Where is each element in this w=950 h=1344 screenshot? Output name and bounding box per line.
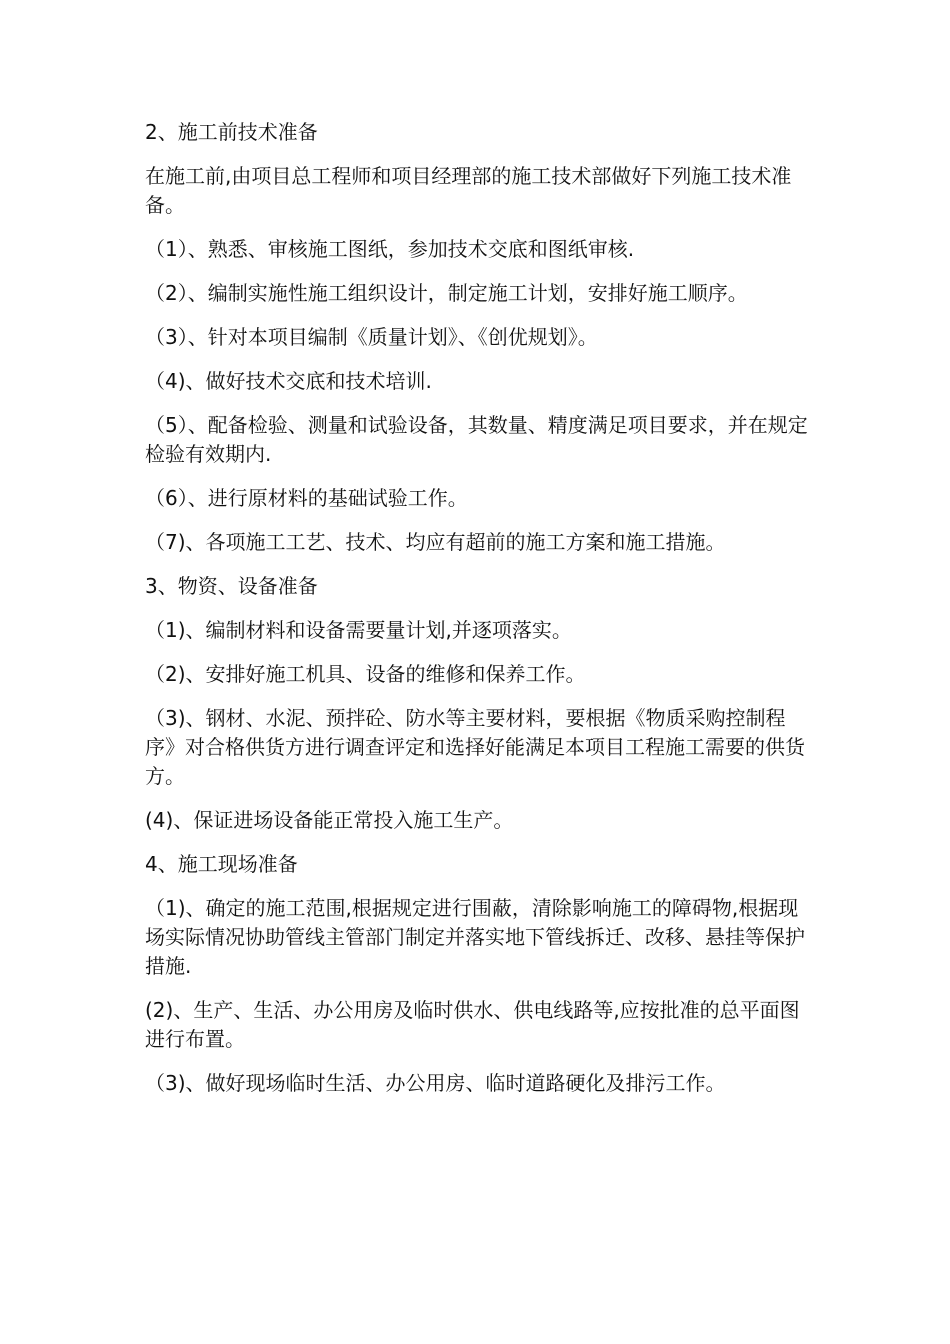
list-item: （1)、编制材料和设备需要量计划,并逐项落实。 xyxy=(145,618,572,642)
list-item: （7)、各项施工工艺、技术、均应有超前的施工方案和施工措施。 xyxy=(145,530,726,554)
list-item: (2)、生产、生活、办公用房及临时供水、供电线路等,应按批准的总平面图进行布置。 xyxy=(145,998,800,1051)
list-item: （3)、做好现场临时生活、办公用房、临时道路硬化及排污工作。 xyxy=(145,1071,726,1095)
section-heading-site-prep: 4、施工现场准备 xyxy=(145,852,298,876)
list-item: （3）、针对本项目编制《质量计划》、《创优规划》。 xyxy=(145,325,598,349)
list-item: （5）、配备检验、测量和试验设备，其数量、精度满足项目要求，并在规定检验有效期内. xyxy=(145,413,808,466)
list-item: （3)、钢材、水泥、预拌砼、防水等主要材料，要根据《物质采购控制程序》对合格供货方进行调查评定和选择好能满足本项目工程施工需要的供货方。 xyxy=(145,706,805,788)
list-item: (4)、保证进场设备能正常投入施工生产。 xyxy=(145,808,514,832)
paragraph-intro: 在施工前,由项目总工程师和项目经理部的施工技术部做好下列施工技术准备。 xyxy=(145,164,792,217)
list-item: （1)、确定的施工范围,根据规定进行围蔽，清除影响施工的障碍物,根据现场实际情况协助管线主管部门制定并落实地下管线拆迁、改移、悬挂等保护措施. xyxy=(145,896,805,978)
list-item: （4)、做好技术交底和技术培训. xyxy=(145,369,432,393)
list-item: （1）、熟悉、审核施工图纸，参加技术交底和图纸审核. xyxy=(145,237,635,261)
document-body xyxy=(145,118,815,1113)
list-item: （2）、编制实施性施工组织设计，制定施工计划，安排好施工顺序。 xyxy=(145,281,748,305)
list-item: （2)、安排好施工机具、设备的维修和保养工作。 xyxy=(145,662,586,686)
section-heading-technical-prep: 2、施工前技术准备 xyxy=(145,120,318,144)
section-heading-materials-equipment: 3、物资、设备准备 xyxy=(145,574,318,598)
list-item: （6）、进行原材料的基础试验工作。 xyxy=(145,486,468,510)
